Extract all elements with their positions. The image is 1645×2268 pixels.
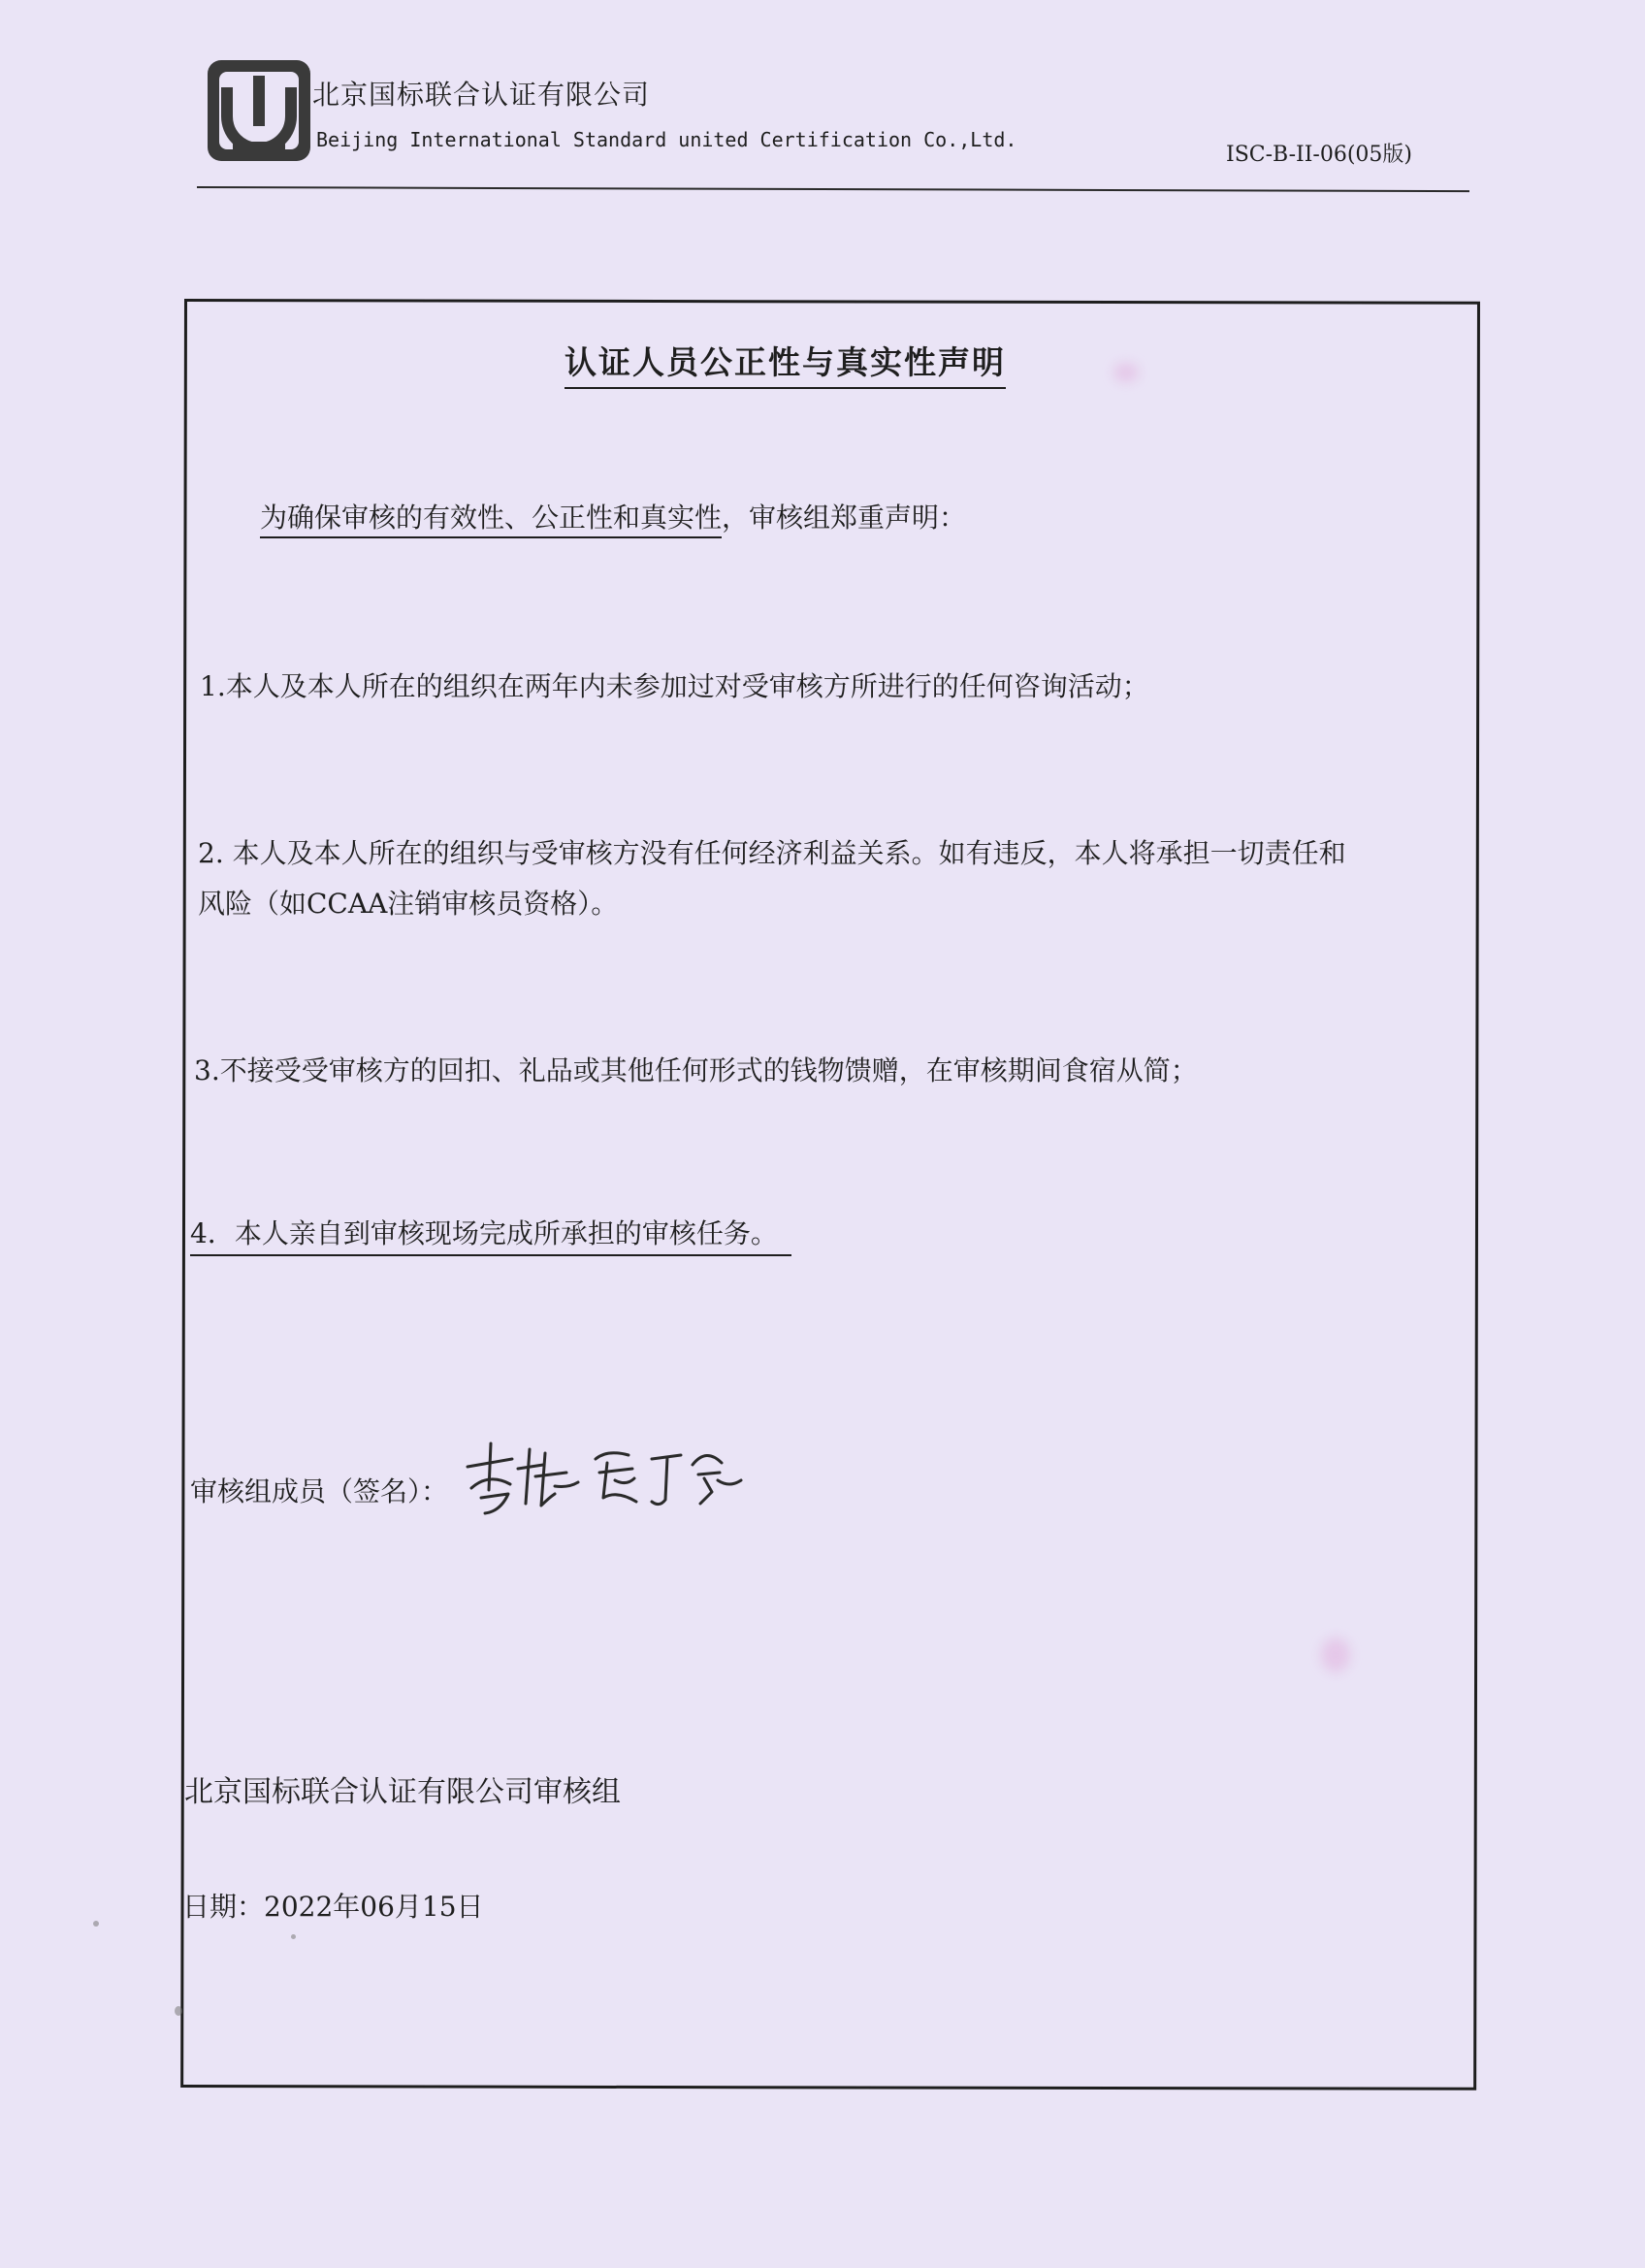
declaration-item-2-line-2: 风险（如CCAA注销审核员资格）。 — [198, 888, 619, 920]
document-title: 认证人员公正性与真实性声明 — [564, 338, 1006, 389]
company-logo-icon — [206, 58, 312, 163]
declaration-item-1: 1.本人及本人所在的组织在两年内未参加过对受审核方所进行的任何咨询活动； — [200, 670, 1149, 702]
intro-underlined: 为确保审核的有效性、公正性和真实性 — [260, 502, 722, 538]
declaration-item-4: 4．本人亲自到审核现场完成所承担的审核任务。 — [190, 1213, 791, 1256]
header-divider — [197, 186, 1469, 192]
intro-paragraph — [260, 497, 966, 535]
paper-speck — [175, 2006, 182, 2016]
declaration-item-2-line-1: 2. 本人及本人所在的组织与受审核方没有任何经济利益关系。如有违反，本人将承担一切责任和 — [198, 837, 1346, 869]
paper-speck — [93, 1921, 99, 1927]
paper-stain — [1321, 1637, 1350, 1672]
declaration-frame — [180, 299, 1480, 2090]
company-name-cn: 北京国标联合认证有限公司 — [312, 79, 651, 111]
handwritten-signature-icon — [462, 1430, 753, 1517]
company-name-en: Beijing International Standard united Certification Co.,Ltd. — [316, 128, 1017, 151]
paper-speck — [291, 1934, 296, 1939]
declaration-date: 日期：2022年06月15日 — [182, 1891, 484, 1923]
intro-rest: ，审核组郑重声明： — [722, 502, 967, 534]
signature-label: 审核组成员（签名）： — [190, 1475, 449, 1507]
audit-team-organization: 北京国标联合认证有限公司审核组 — [184, 1775, 621, 1809]
declaration-item-3: 3.不接受受审核方的回扣、礼品或其他任何形式的钱物馈赠，在审核期间食宿从简； — [194, 1054, 1198, 1086]
form-code: ISC-B-II-06(05版) — [1226, 143, 1413, 167]
paper-stain — [1113, 363, 1139, 382]
